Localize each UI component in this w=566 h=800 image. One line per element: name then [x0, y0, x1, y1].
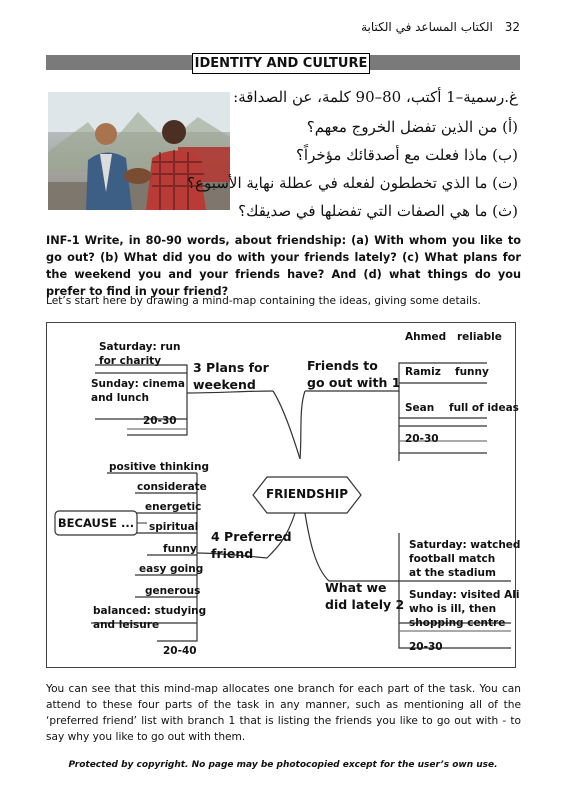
branch2-item1-line1: Saturday: watched	[409, 539, 521, 551]
arabic-question-d: (ث) ما هي الصفات التي تفضلها في صديقك؟	[238, 202, 518, 220]
branch4-quality-7: generous	[145, 585, 201, 597]
branch4-count: 20-40	[163, 645, 197, 657]
branch2-count: 20-30	[409, 641, 443, 653]
branch1-name-1: Ahmed	[405, 331, 447, 343]
intro-text: Let’s start here by drawing a mind-map containing the ideas, giving some details.	[46, 295, 481, 307]
branch4-title-line1: 4 Preferred	[211, 529, 292, 544]
center-label: FRIENDSHIP	[265, 487, 349, 501]
branch2-item2-line2: who is ill, then	[409, 603, 497, 615]
branch4-quality-5: funny	[163, 543, 197, 555]
branch3-title-line2: weekend	[193, 377, 256, 392]
outro-text: You can see that this mind-map allocates one branch for each part of the task. You can attend to these four parts of the task in any manner, such as mentioning all of the ‘preferred friend’ list with branch 1 that is listing the friends you like to go out with - to say why you like to go out with them.	[46, 683, 521, 743]
branch1-quality-2: funny	[455, 366, 489, 378]
copyright-footer: Protected by copyright. No page may be photocopied except for the user’s own use.	[68, 760, 498, 770]
branch1-name-3: Sean	[405, 402, 435, 414]
book-title: الكتاب المساعد في الكتابة	[361, 20, 493, 34]
branch4-title-line2: friend	[211, 546, 254, 561]
friends-photo	[48, 92, 230, 210]
page-header	[361, 20, 520, 34]
branch1-quality-1: reliable	[457, 331, 502, 343]
branch4-quality-6: easy going	[139, 563, 204, 575]
branch3-item1-line2: for charity	[99, 355, 162, 367]
branch3-item1-line1: Saturday: run	[99, 341, 181, 353]
branch2-item1-line2: football match	[409, 553, 496, 565]
arabic-question-c: (ت) ما الذي تخططون لفعله في عطلة نهاية الأسبوع؟	[187, 174, 518, 192]
english-task: INF-1 Write, in 80-90 words, about friendship: (a) With whom you like to go out? (b) What did you do with your friends lately? (c) What plans for the weekend you and your friends have? And (d) what things do you prefer to find in your friend?	[46, 234, 521, 298]
page-number: 32	[504, 20, 520, 34]
branch4-quality-2: considerate	[137, 481, 207, 493]
branch1-title-line2: go out with 1	[307, 375, 401, 390]
branch3-item2-line2: and lunch	[91, 392, 149, 404]
branch2-item1-line3: at the stadium	[409, 567, 496, 579]
arabic-instruction: غ.رسمية–1 أكتب، 80–90 كلمة، عن الصداقة:	[233, 88, 518, 106]
branch4-quality-1: positive thinking	[109, 461, 209, 473]
arabic-question-b: (ب) ماذا فعلت مع أصدقائك مؤخراً؟	[295, 146, 518, 164]
arabic-question-a: (أ) من الذين تفضل الخروج معهم؟	[306, 118, 518, 136]
mind-map	[46, 322, 521, 668]
branch4-quality-4: spiritual	[149, 521, 199, 533]
branch2-item2-line1: Sunday: visited Ali	[409, 589, 520, 601]
section-title: IDENTITY AND CULTURE	[192, 53, 370, 74]
branch1-name-2: Ramiz	[405, 366, 441, 378]
branch4-balanced-line1: balanced: studying	[93, 605, 207, 617]
branch2-title-line2: did lately 2	[325, 597, 405, 612]
branch3-item2-line1: Sunday: cinema	[91, 378, 185, 390]
branch4-balanced-line2: and leisure	[93, 619, 160, 631]
branch3-count: 20-30	[143, 415, 177, 427]
because-label: BECAUSE ...	[57, 516, 135, 530]
branch1-quality-3: full of ideas	[449, 402, 519, 414]
branch2-title-line1: What we	[325, 580, 387, 595]
branch3-title-line1: 3 Plans for	[193, 360, 269, 375]
branch1-count: 20-30	[405, 433, 439, 445]
branch2-item2-line3: shopping centre	[409, 617, 506, 629]
branch1-title-line1: Friends to	[307, 358, 378, 373]
branch4-quality-3: energetic	[145, 501, 202, 513]
